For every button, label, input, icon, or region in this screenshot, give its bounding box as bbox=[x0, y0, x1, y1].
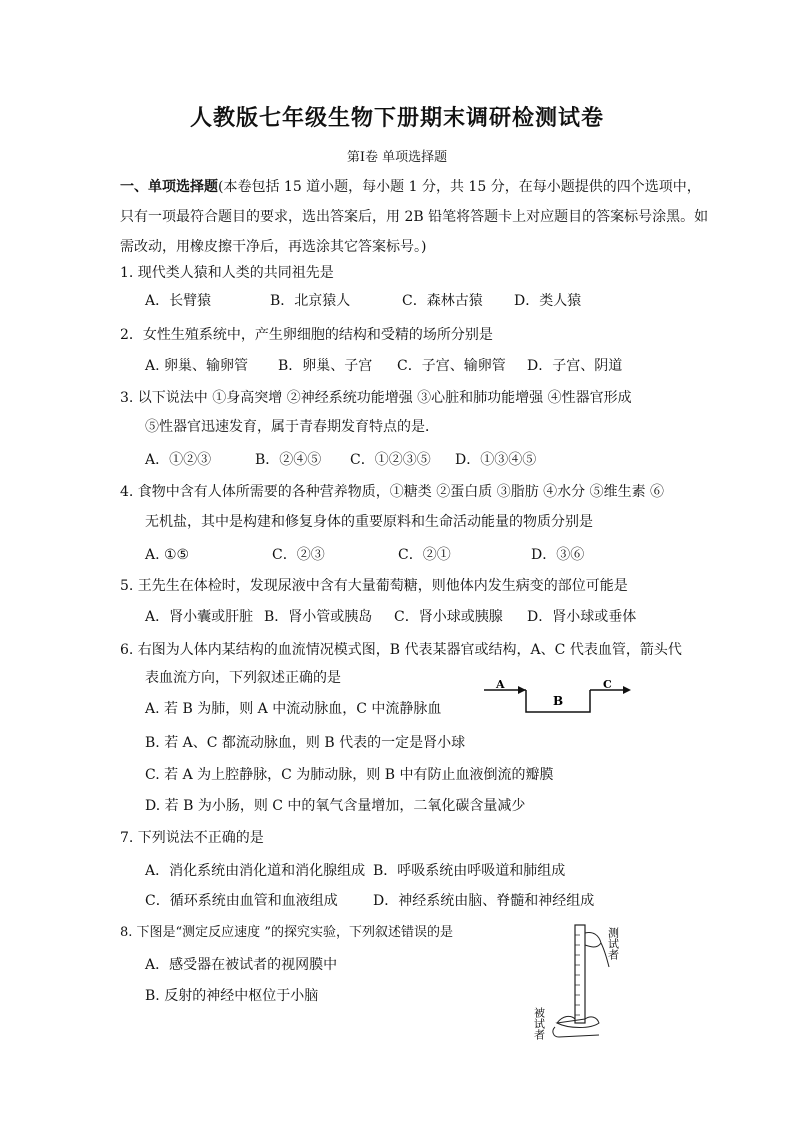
label-c: C bbox=[603, 678, 612, 691]
question-2-option-a: A. 卵巢、输卵管 bbox=[145, 358, 249, 374]
question-3-option-c: C．①②③⑤ bbox=[350, 452, 431, 468]
question-5-stem: 5. 王先生在体检时，发现尿液中含有大量葡萄糖，则他体内发生病变的部位可能是 bbox=[120, 578, 628, 594]
question-4-stem-cont: 无机盐，其中是构建和修复身体的重要原料和生命活动能量的物质分别是 bbox=[145, 514, 593, 530]
question-3-stem: 3. 以下说法中 ①身高突增 ②神经系统功能增强 ③心脏和肺功能增强 ④性器官形成 bbox=[120, 390, 632, 406]
question-7-option-a: A．消化系统由消化道和消化腺组成 bbox=[145, 863, 366, 879]
question-1-stem: 1. 现代类人猿和人类的共同祖先是 bbox=[120, 265, 334, 281]
question-8-option-b: B. 反射的神经中枢位于小脑 bbox=[145, 988, 319, 1004]
question-5-option-a: A．肾小囊或肝脏 bbox=[145, 609, 254, 625]
question-2-option-d: D．子宫、阴道 bbox=[527, 358, 623, 374]
section-intro-1: (本卷包括 15 道小题，每小题 1 分，共 15 分，在每小题提供的四个选项中， bbox=[218, 179, 701, 195]
tester-label: 测试者 bbox=[606, 927, 620, 960]
arrow-a-icon bbox=[518, 686, 526, 694]
label-a: A bbox=[496, 678, 505, 691]
blood-flow-diagram bbox=[478, 678, 638, 718]
section-intro-2: 只有一项最符合题目的要求，选出答案后，用 2B 铅笔将答题卡上对应题目的答案标号涂黑。如 bbox=[120, 209, 709, 225]
question-4-option-c1: C．②③ bbox=[272, 547, 325, 563]
question-7-stem: 7. 下列说法不正确的是 bbox=[120, 830, 264, 846]
question-4-option-a: A. ①⑤ bbox=[145, 547, 190, 563]
question-1-option-b: B．北京猿人 bbox=[270, 293, 351, 309]
question-7-option-d: D．神经系统由脑、脊髓和神经组成 bbox=[373, 893, 595, 909]
question-6-stem-cont: 表血流方向，下列叙述正确的是 bbox=[145, 670, 341, 686]
question-2-option-c: C．子宫、输卵管 bbox=[397, 358, 506, 374]
question-5-option-c: C．肾小球或胰腺 bbox=[394, 609, 503, 625]
question-1-option-c: C．森林古猿 bbox=[402, 293, 483, 309]
subject-arm-icon bbox=[553, 1027, 599, 1037]
section-heading: 一、单项选择题 bbox=[120, 179, 218, 195]
subject-label: 被试者 bbox=[532, 1007, 546, 1040]
tester-hand-icon bbox=[585, 932, 609, 967]
question-6-option-a: A. 若 B 为肺，则 A 中流动脉血，C 中流静脉血 bbox=[145, 701, 442, 717]
question-4-stem: 4. 食物中含有人体所需要的各种营养物质，①糖类 ②蛋白质 ③脂肪 ④水分 ⑤维生素 ⑥ bbox=[120, 484, 665, 500]
ruler bbox=[575, 925, 585, 1023]
part-subtitle: 第Ⅰ卷 单项选择题 bbox=[346, 150, 448, 165]
section-intro-3: 需改动，用橡皮擦干净后，再选涂其它答案标号。) bbox=[120, 239, 427, 255]
question-4-option-c2: C．②① bbox=[398, 547, 451, 563]
question-7-option-c: C．循环系统由血管和血液组成 bbox=[145, 893, 338, 909]
question-3-option-d: D．①③④⑤ bbox=[455, 452, 537, 468]
question-8-option-a: A．感受器在被试者的视网膜中 bbox=[145, 957, 338, 973]
reaction-test-figure bbox=[527, 915, 627, 1045]
question-5-option-b: B．肾小管或胰岛 bbox=[264, 609, 373, 625]
question-1-option-a: A．长臂猿 bbox=[145, 293, 212, 309]
question-6-stem: 6. 右图为人体内某结构的血流情况模式图，B 代表某器官或结构，A、C 代表血管，箭头代 bbox=[120, 642, 682, 658]
question-6-option-c: C. 若 A 为上腔静脉，C 为肺动脉，则 B 中有防止血液倒流的瓣膜 bbox=[145, 767, 554, 783]
question-2-stem: 2．女性生殖系统中，产生卵细胞的结构和受精的场所分别是 bbox=[120, 327, 493, 343]
question-5-option-d: D．肾小球或垂体 bbox=[527, 609, 637, 625]
ruler-ticks bbox=[575, 935, 580, 1015]
page-title: 人教版七年级生物下册期末调研检测试卷 bbox=[189, 105, 604, 131]
subject-hand-icon bbox=[557, 1016, 599, 1027]
label-b: B bbox=[553, 694, 564, 708]
question-7-option-b: B．呼吸系统由呼吸道和肺组成 bbox=[373, 863, 566, 879]
arrow-c-icon bbox=[623, 686, 631, 694]
question-6-option-b: B. 若 A、C 都流动脉血，则 B 代表的一定是肾小球 bbox=[145, 735, 466, 751]
question-4-option-d: D．③⑥ bbox=[531, 547, 585, 563]
section-intro-line-1 bbox=[120, 177, 701, 197]
question-6-option-d: D. 若 B 为小肠，则 C 中的氧气含量增加，二氧化碳含量减少 bbox=[145, 798, 526, 814]
question-1-option-d: D．类人猿 bbox=[514, 293, 582, 309]
question-3-stem-cont: ⑤性器官迅速发育，属于青春期发育特点的是． bbox=[145, 419, 439, 435]
question-3-option-a: A．①②③ bbox=[145, 452, 212, 468]
question-2-option-b: B．卵巢、子宫 bbox=[278, 358, 373, 374]
question-8-stem: 8. 下图是“测定反应速度 ”的探究实验，下列叙述错误的是 bbox=[120, 925, 453, 940]
question-3-option-b: B．②④⑤ bbox=[255, 452, 322, 468]
